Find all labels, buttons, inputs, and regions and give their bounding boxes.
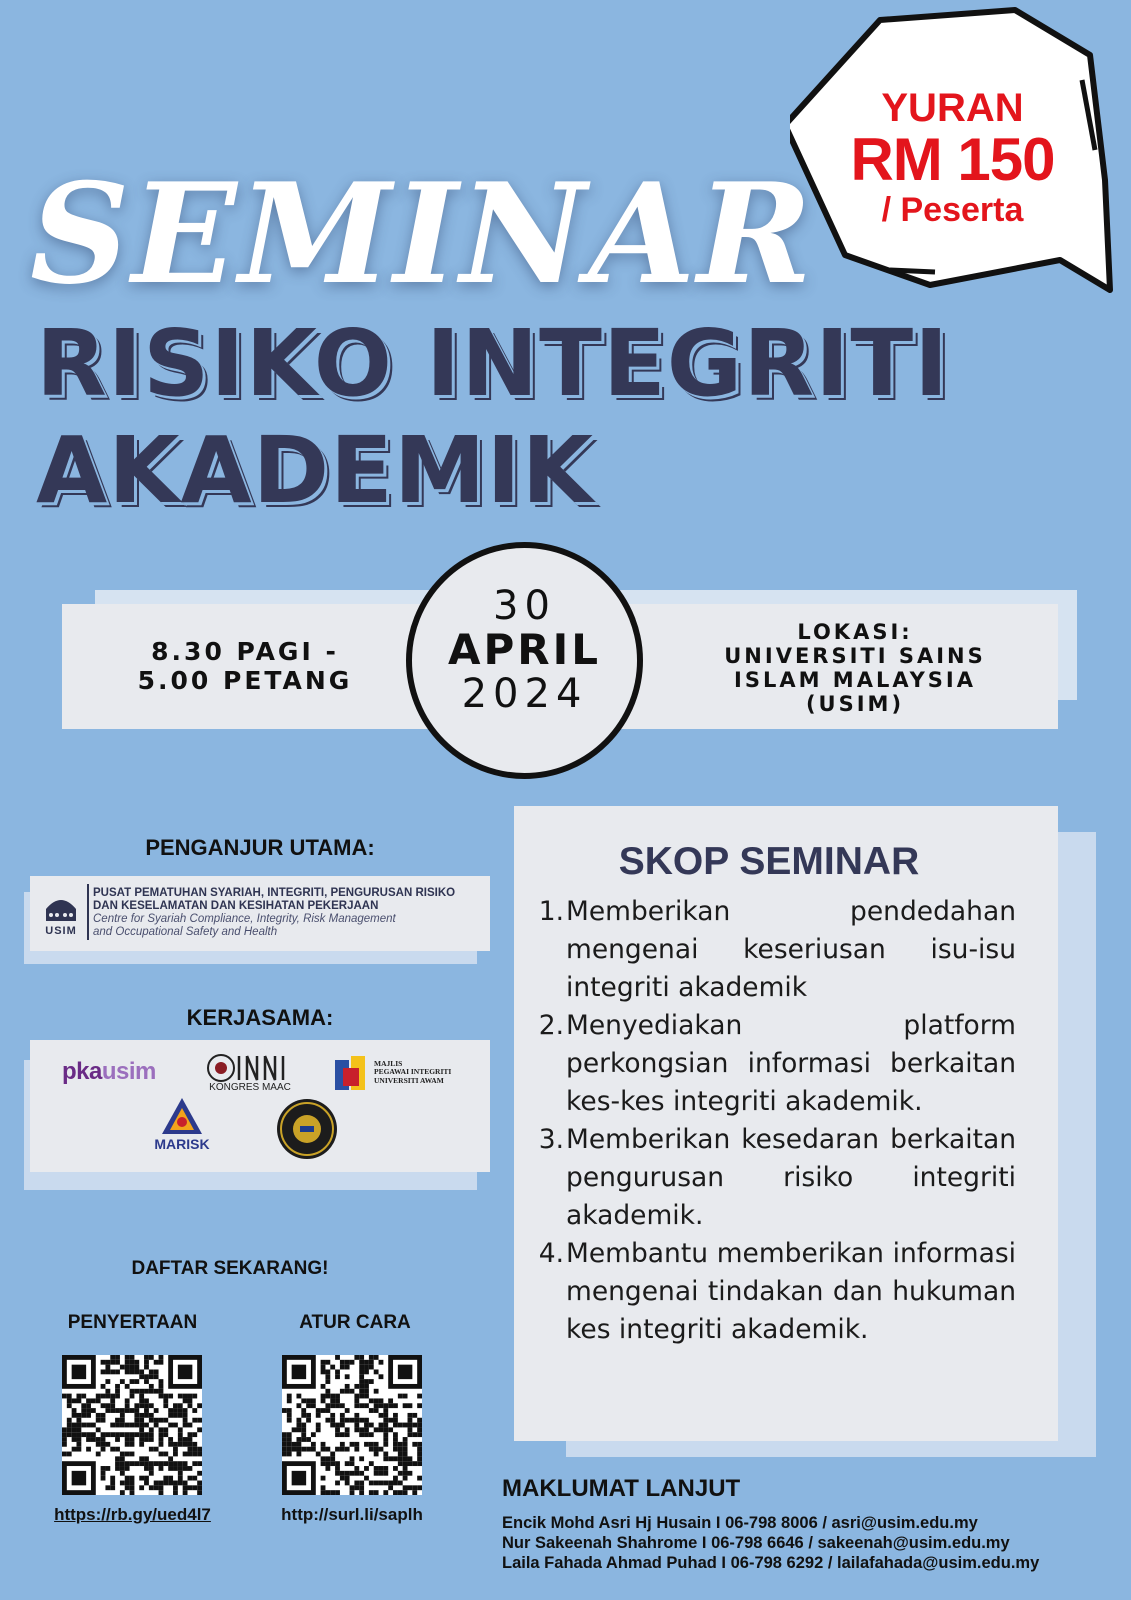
scope-item-number: 3. — [538, 1124, 564, 1155]
scope-item-text: Memberikan kesedaran berkaitan pengurusan risiko integriti akademik. — [566, 1124, 1016, 1231]
scope-item-text: Menyediakan platform perkongsian informasi berkaitan kes-kes integriti akademik. — [566, 1010, 1016, 1117]
title-line-1: RISIKO INTEGRITI — [36, 310, 950, 417]
list-item — [530, 1007, 1016, 1121]
seminar-title: SEMINAR — [30, 152, 815, 315]
title-line-2: AKADEMIK — [36, 417, 594, 524]
list-item — [530, 1235, 1016, 1349]
seal-logo-icon — [276, 1098, 338, 1160]
organizer-name-en-line-2: and Occupational Safety and Health — [93, 925, 278, 938]
agenda-qr-code-icon[interactable] — [282, 1355, 422, 1495]
register-heading: DAFTAR SEKARANG! — [131, 1258, 329, 1279]
scope-item-number: 2. — [538, 1010, 564, 1041]
usim-logo-text: USIM — [45, 925, 77, 937]
contact-line-2: Nur Sakeenah Shahrome I 06-798 6646 / sakeenah@usim.edu.my — [502, 1534, 1010, 1552]
registration-label: PENYERTAAN — [67, 1312, 198, 1333]
event-location — [660, 620, 1050, 717]
contact-line-1: Encik Mohd Asri Hj Husain I 06-798 8006 / asri@usim.edu.my — [502, 1514, 978, 1532]
mpi-text-line-3: UNIVERSITI AWAM — [374, 1075, 444, 1085]
marisk-text: MARISK — [154, 1136, 210, 1152]
kongres-maac-text: KONGRES MAAC — [209, 1082, 291, 1093]
fee-label: YURAN — [881, 86, 1024, 130]
date-day: 30 — [493, 583, 556, 629]
contact-heading: MAKLUMAT LANJUT — [502, 1475, 741, 1502]
organizer-divider — [87, 884, 89, 940]
mpi-text-line-1: MAJLIS — [374, 1059, 403, 1068]
fee-amount: RM 150 — [850, 126, 1055, 193]
fee-per-participant: / Peserta — [881, 191, 1024, 229]
date-circle — [406, 542, 643, 779]
mpi-logo-icon — [333, 1054, 371, 1094]
list-item — [530, 893, 1016, 1007]
event-time-end: 5.00 PETANG — [137, 665, 353, 695]
organizer-name-line-1: PUSAT PEMATUHAN SYARIAH, INTEGRITI, PENGURUSAN RISIKO — [93, 887, 456, 899]
scope-item-text: Memberikan pendedahan mengenai keseriusan isu-isu integriti akademik — [566, 896, 1016, 1003]
agenda-label: ATUR CARA — [299, 1312, 411, 1333]
location-line-1: UNIVERSITI SAINS — [724, 644, 986, 669]
registration-qr-code-icon[interactable] — [62, 1355, 202, 1495]
mpi-logo-text — [374, 1060, 454, 1085]
location-line-3: (USIM) — [805, 692, 905, 717]
event-time — [100, 638, 390, 696]
scope-item-number: 4. — [538, 1238, 564, 1269]
location-label: LOKASI: — [797, 620, 913, 644]
event-time-start: 8.30 PAGI - — [151, 637, 339, 666]
scope-item-text: Membantu memberikan informasi mengenai tindakan dan hukuman kes integriti akademik. — [566, 1238, 1016, 1345]
organizer-name-english — [93, 913, 483, 938]
collaboration-heading: KERJASAMA: — [186, 1005, 334, 1030]
agenda-link[interactable]: http://surl.li/saplh — [281, 1505, 423, 1524]
scope-list — [530, 893, 1016, 1349]
organizer-name-line-2: DAN KESELAMATAN DAN KESIHATAN PEKERJAAN — [93, 900, 379, 913]
scope-item-number: 1. — [538, 896, 564, 927]
scope-title: SKOP SEMINAR — [618, 840, 920, 883]
mpi-text-line-2: PEGAWAI INTEGRITI — [374, 1067, 452, 1077]
pkausim-logo-part-1: pka — [62, 1058, 102, 1085]
organizer-name — [93, 887, 483, 913]
organizer-heading: PENGANJUR UTAMA: — [145, 835, 375, 860]
pkausim-logo — [62, 1058, 156, 1086]
registration-link[interactable]: https://rb.gy/ued4l7 — [54, 1505, 211, 1524]
contact-line-3: Laila Fahada Ahmad Puhad I 06-798 6292 / lailafahada@usim.edu.my — [502, 1554, 1040, 1572]
organizer-name-en-line-1: Centre for Syariah Compliance, Integrity, Risk Management — [93, 913, 396, 925]
date-year: 2024 — [461, 671, 588, 718]
location-line-2: ISLAM MALAYSIA — [734, 668, 976, 693]
marisk-logo-icon — [160, 1096, 204, 1136]
pkausim-logo-part-2: usim — [101, 1058, 156, 1085]
date-month: APRIL — [447, 625, 602, 674]
list-item — [530, 1121, 1016, 1235]
